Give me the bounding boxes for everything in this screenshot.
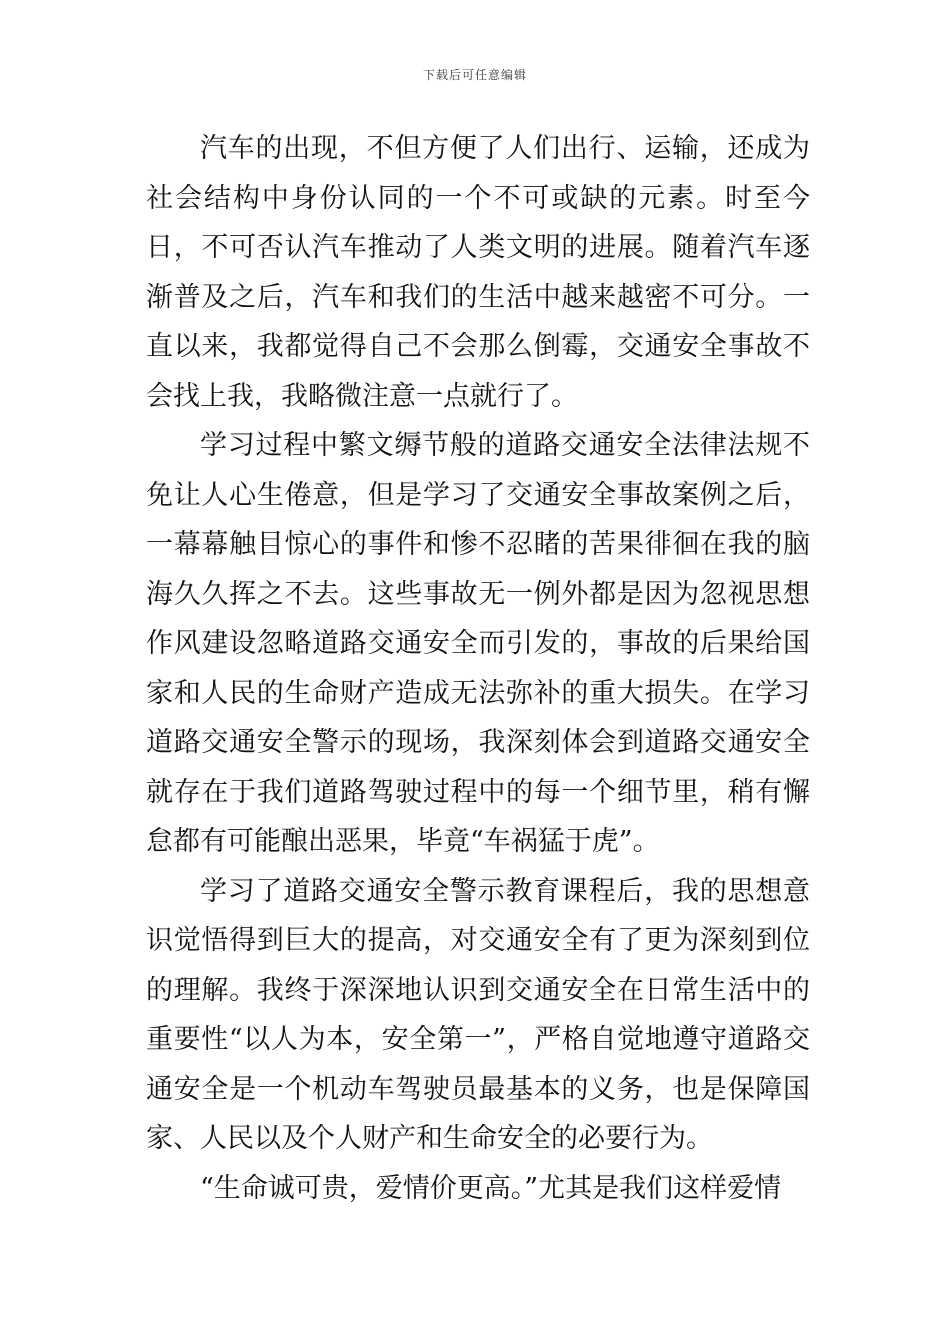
header-note: 下载后可任意编辑: [422, 68, 527, 82]
paragraph-4: “生命诚可贵，爱情价更高。”尤其是我们这样爱情: [200, 1172, 782, 1204]
paragraph-1: 汽车的出现，不但方便了人们出行、运输，还成为社会结构中身份认同的一个不可或缺的元素。时至今日，不可否认汽车推动了人类文明的进展。随着汽车逐渐普及之后，汽车和我们的生活中越来越密不可分。一直以来，我都觉得自己不会那么倒霉，交通安全事故不会找上我，我略微注意一点就行了。: [146, 133, 810, 412]
paragraph-2: 学习过程中繁文缛节般的道路交通安全法律法规不免让人心生倦意，但是学习了交通安全事故案例之后，一幕幕触目惊心的事件和惨不忍睹的苦果徘徊在我的脑海久久挥之不去。这些事故无一例外都是因为忽视思想作风建设忽略道路交通安全而引发的，事故的后果给国家和人民的生命财产造成无法弥补的重大损失。在学习道路交通安全警示的现场，我深刻体会到道路交通安全就存在于我们道路驾驶过程中的每一个细节里，稍有懈怠都有可能酿出恶果，毕竟“车祸猛于虎”。: [146, 430, 810, 857]
document-body: [146, 124, 810, 1213]
paragraph-3: 学习了道路交通安全警示教育课程后，我的思想意识觉悟得到巨大的提高，对交通安全有了更为深刻到位的理解。我终于深深地认识到交通安全在日常生活中的重要性“以人为本，安全第一”，严格自觉地遵守道路交通安全是一个机动车驾驶员最基本的义务，也是保障国家、人民以及个人财产和生命安全的必要行为。: [146, 875, 810, 1154]
